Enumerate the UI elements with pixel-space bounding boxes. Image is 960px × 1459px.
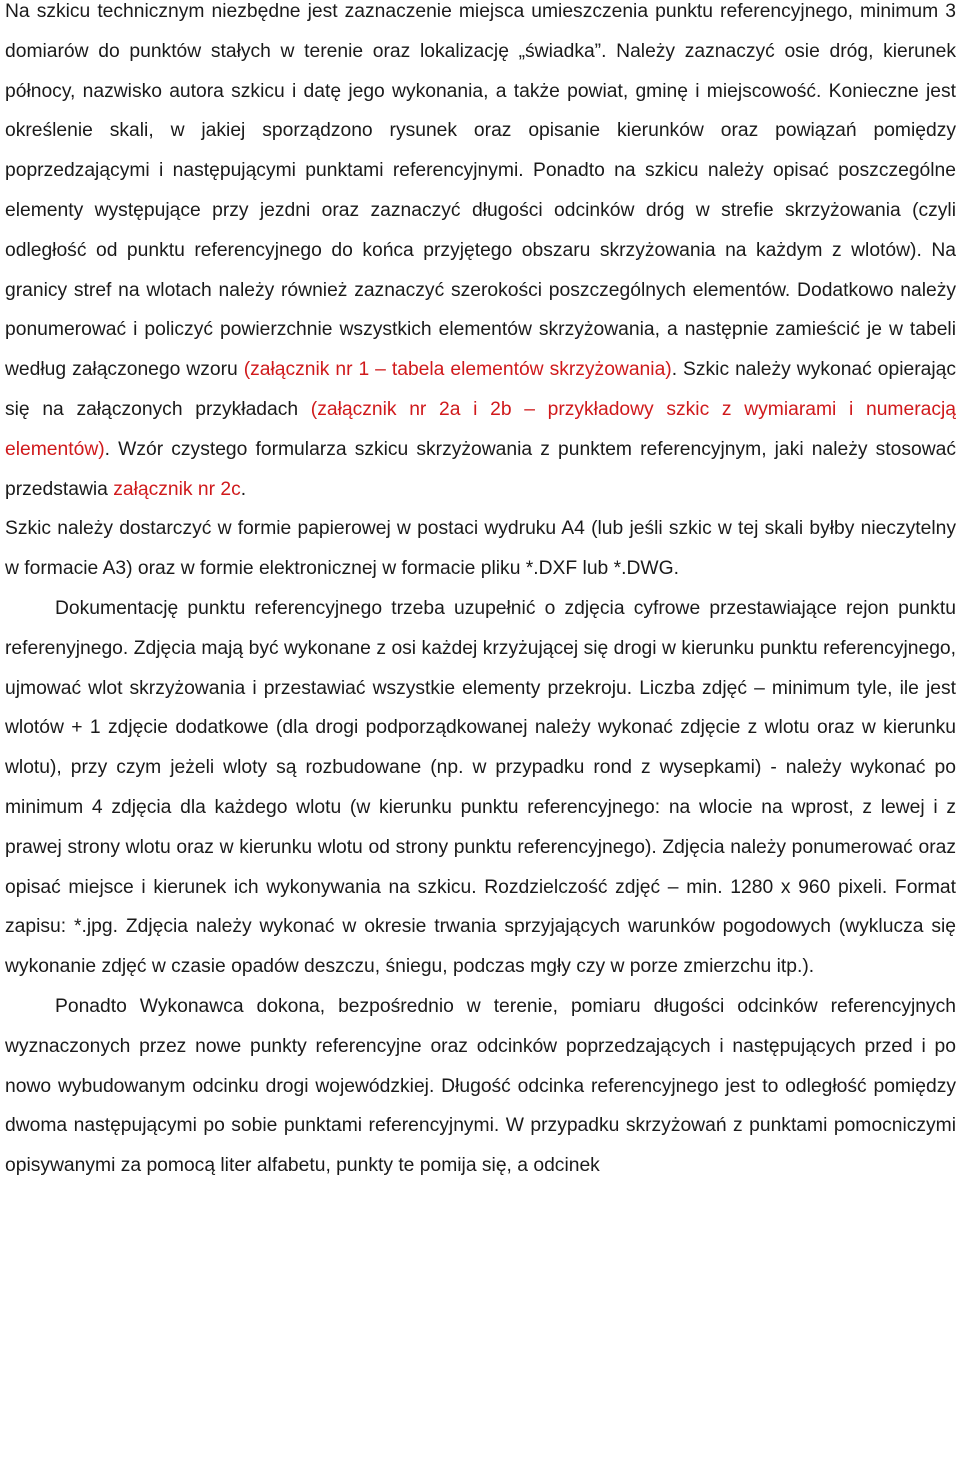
paragraph-text: . Wzór czystego formularza szkicu skrzyżowania z punktem referencyjnym, jaki należy stosować przedstawia <box>5 438 956 500</box>
attachment-reference-2: (załącznik nr 2a i 2b – przykładowy szkic z wymiarami i numeracją elementów) <box>5 398 956 460</box>
paragraph-text: Na szkicu technicznym niezbędne jest zaznaczenie miejsca umieszczenia punktu referencyjnego, minimum 3 domiarów do punktów stałych w terenie oraz lokalizację „świadka”. Należy zaznaczyć osie dróg, kierunek północy, nazwisko autora szkicu i datę jego wykonania, a także powiat, gminę i miejscowość. Konieczne jest określenie skali, w jakiej sporządzono rysunek oraz opisanie kierunków oraz powiązań pomiędzy poprzedzającymi i następującymi punktami referencyjnymi. Ponadto na szkicu należy opisać poszczególne elementy występujące przy jezdni oraz zaznaczyć długości odcinków dróg w strefie skrzyżowania (czyli odległość od punktu referencyjnego do końca przyjętego obszaru skrzyżowania na każdym z wlotów). Na granicy stref na wlotach należy również zaznaczyć szerokości poszczególnych elementów. Dodatkowo należy ponumerować i policzyć powierzchnie wszystkich elementów skrzyżowania, a następnie zamieścić je w tabeli według załączonego wzoru <box>5 1 956 381</box>
paragraph-sketch-delivery: Szkic należy dostarczyć w formie papierowej w postaci wydruku A4 (lub jeśli szkic w tej skali byłby nieczytelny w formacie A3) oraz w formie elektronicznej w formacie pliku *.DXF lub *.DWG. <box>5 518 956 580</box>
paragraph-length-measurement: Ponadto Wykonawca dokona, bezpośrednio w terenie, pomiaru długości odcinków referencyjnych wyznaczonych przez nowe punkty referencyjne oraz odcinków poprzedzających i następujących przed i po nowo wybudowanym odcinku drogi wojewódzkiej. Długość odcinka referencyjnego jest to odległość pomiędzy dwoma następującymi po sobie punktami referencyjnymi. W przypadku skrzyżowań z punktami pomocniczymi opisywanymi za pomocą liter alfabetu, punkty te pomija się, a odcinek <box>5 995 956 1177</box>
attachment-reference-1: (załącznik nr 1 – tabela elementów skrzyżowania) <box>243 359 672 381</box>
paragraph-sketch-requirements <box>5 0 956 509</box>
paragraph-photo-documentation: Dokumentację punktu referencyjnego trzeba uzupełnić o zdjęcia cyfrowe przestawiające rejon punktu referenyjnego. Zdjęcia mają być wykonane z osi każdej krzyżującej się drogi w kierunku punktu referencyjnego, ujmować wlot skrzyżowania i przestawiać wszystkie elementy przekroju. Liczba zdjęć – minimum tyle, ile jest wlotów + 1 zdjęcie dodatkowe (dla drogi podporządkowanej należy wykonać zdjęcie z wlotu oraz w kierunku wlotu), przy czym jeżeli wloty są rozbudowane (np. w przypadku rond z wysepkami) - należy wykonać po minimum 4 zdjęcia dla każdego wlotu (w kierunku punktu referencyjnego: na wlocie na wprost, z lewej i z prawej strony wlotu oraz w kierunku wlotu od strony punktu referencyjnego). Zdjęcia należy ponumerować oraz opisać miejsce i kierunek ich wykonywania na szkicu. Rozdzielczość zdjęć – min. 1280 x 960 pixeli. Format zapisu: *.jpg. Zdjęcia należy wykonać w okresie trwania sprzyjających warunków pogodowych (wyklucza się wykonanie zdjęć w czasie opadów deszczu, śniegu, podczas mgły czy w porze zmierzchu itp.). <box>5 597 956 978</box>
paragraph-text: . Szkic należy wykonać opierając się na załączonych przykładach <box>5 359 956 420</box>
paragraph-text: . <box>240 478 247 500</box>
attachment-reference-3: załącznik nr 2c <box>113 478 241 500</box>
